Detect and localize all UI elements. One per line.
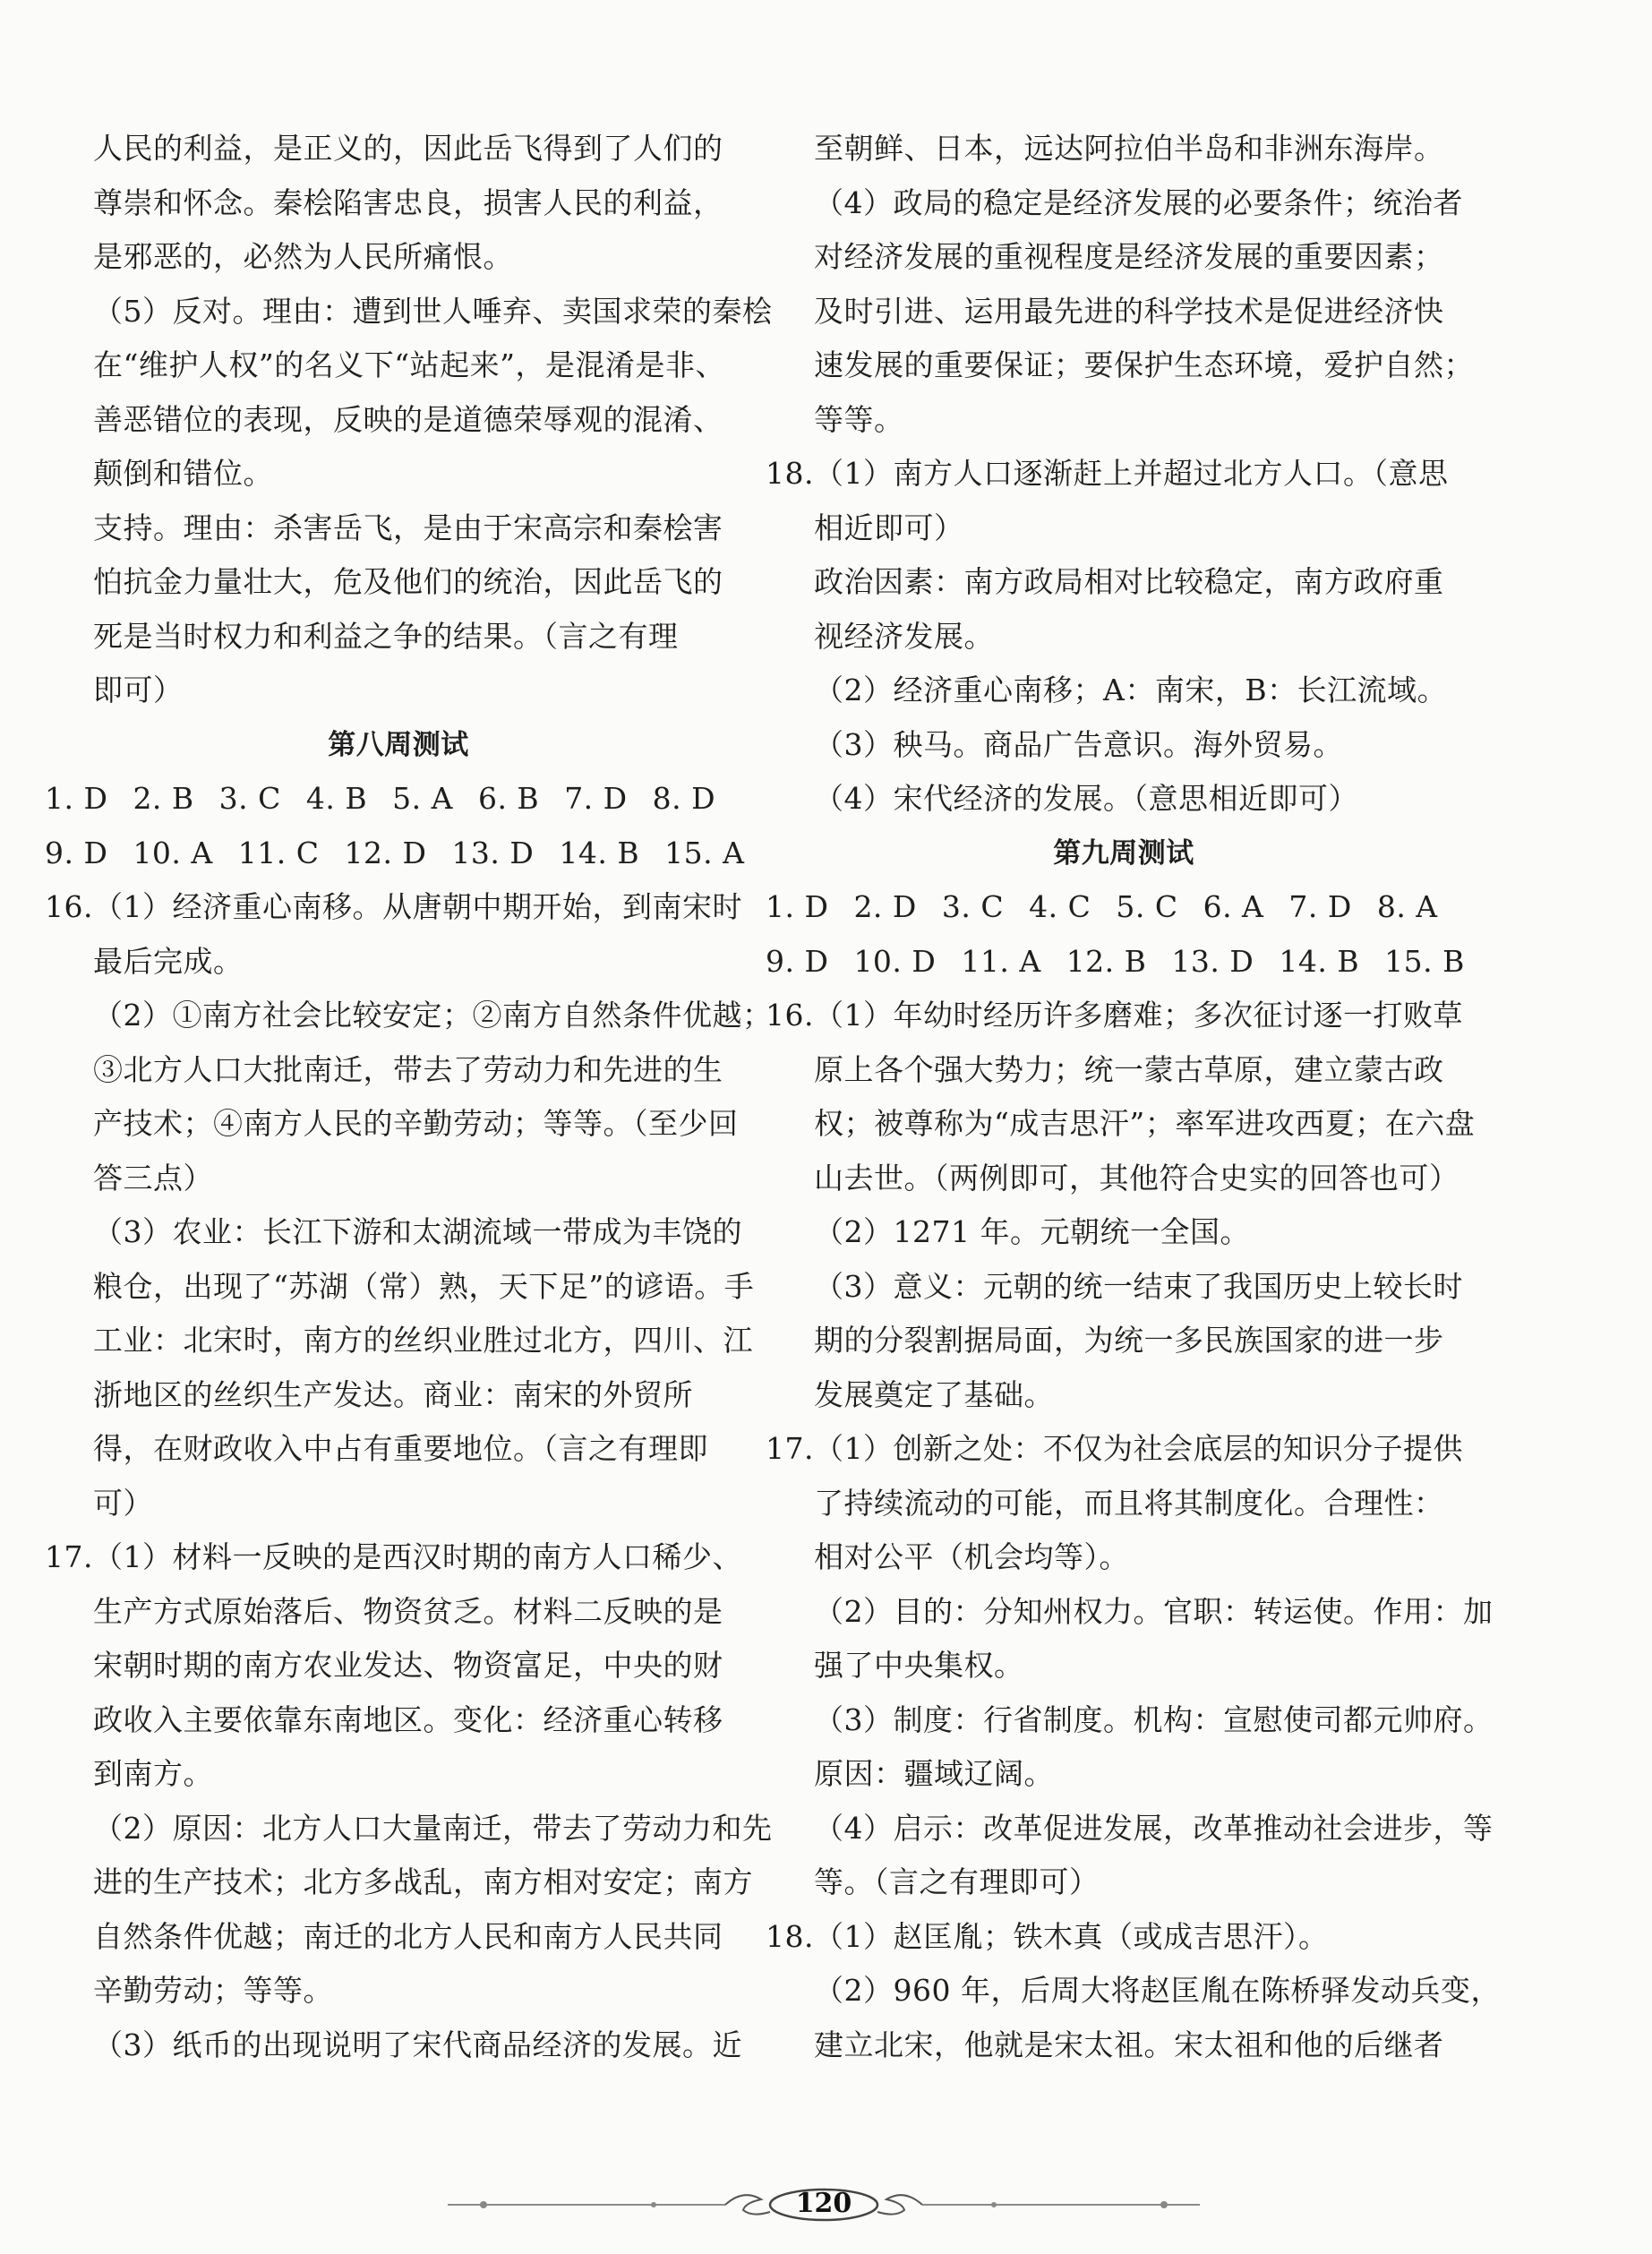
text-line: 最后完成。 [93,943,244,979]
text-line: 浙地区的丝织生产发达。商业：南宋的外贸所 [93,1376,693,1412]
text-line: 了持续流动的可能，而且将其制度化。合理性： [814,1485,1444,1521]
answer-item: 15. B [1384,943,1465,979]
text-line: 颠倒和错位。 [93,456,273,491]
section-title: 第八周测试 [328,728,469,761]
text-line: 等等。 [814,401,904,437]
right-column [766,122,1501,2072]
text-line: 速发展的重要保证；要保护生态环境，爱护自然； [814,347,1474,382]
answer-item: 11. A [961,943,1041,979]
text-line: 政收入主要依靠东南地区。变化：经济重心转移 [93,1701,723,1737]
text-line: （4）政局的稳定是经济发展的必要条件；统治者 [814,184,1463,220]
page-number: 120 [795,2188,852,2219]
text-line: 支持。理由：杀害岳飞，是由于宋高宗和秦桧害 [93,510,723,545]
text-line: 即可） [93,673,184,707]
text-line: 怕抗金力量壮大，危及他们的统治，因此岳飞的 [93,564,723,599]
answer-item: 2. D [853,889,917,924]
answer-item: 2. B [133,781,194,816]
answer-item: 8. A [1376,889,1438,924]
text-line: 生产方式原始落后、物资贫乏。材料二反映的是 [93,1593,723,1629]
text-line: 原因：疆域辽阔。 [814,1756,1054,1791]
answer-item: 3. C [941,889,1005,924]
text-line: （3）纸币的出现说明了宋代商品经济的发展。近 [93,2027,742,2062]
text-line: （2）①南方社会比较安定；②南方自然条件优越； [93,998,773,1033]
text-line: 原上各个强大势力；统一蒙古草原，建立蒙古政 [814,1051,1444,1087]
text-line: 产技术；④南方人民的辛勤劳动；等等。（至少回 [93,1106,739,1141]
answer-item: 9. D [45,835,108,870]
text-line: （4）宋代经济的发展。（意思相近即可） [814,781,1358,816]
text-line: （3）秧马。商品广告意识。海外贸易。 [814,726,1343,762]
text-line: 答三点） [93,1160,213,1196]
text-line: 及时引进、运用最先进的科学技术是促进经济快 [814,293,1444,329]
answer-item: 4. B [305,781,368,816]
question-line: 17.（1）材料一反映的是西汉时期的南方人口稀少、 [45,1539,742,1574]
text-line: （3）制度：行省制度。机构：宣慰使司都元帅府。 [814,1701,1494,1737]
text-line: 山去世。（两例即可，其他符合史实的回答也可） [814,1160,1459,1196]
text-line: （3）意义：元朝的统一结束了我国历史上较长时 [814,1268,1463,1304]
text-line: 相对公平（机会均等）。 [814,1539,1129,1574]
text-line: （2）1271 年。元朝统一全国。 [814,1214,1250,1249]
answer-item: 7. D [1288,889,1352,924]
text-line: 人民的利益，是正义的，因此岳飞得到了人们的 [93,131,723,166]
text-line: （2）960 年，后周大将赵匡胤在陈桥驿发动兵变， [814,1973,1501,2008]
text-line: （2）经济重心南移；A：南宋，B：长江流域。 [814,673,1448,707]
answer-item: 11. C [237,835,320,870]
text-line: 尊崇和怀念。秦桧陷害忠良，损害人民的利益， [93,184,723,220]
text-line: 建立北宋，他就是宋太祖。宋太祖和他的后继者 [814,2027,1444,2062]
text-line: 死是当时权力和利益之争的结果。（言之有理 [93,618,679,654]
text-line: （3）农业：长江下游和太湖流域一带成为丰饶的 [93,1214,742,1249]
answer-item: 12. B [1066,943,1147,979]
text-line: 工业：北宋时，南方的丝织业胜过北方，四川、江 [93,1323,753,1358]
text-line: 自然条件优越；南迁的北方人民和南方人民共同 [93,1918,723,1954]
question-line: 16.（1）经济重心南移。从唐朝中期开始，到南宋时 [45,889,742,924]
page-footer [430,2182,1218,2227]
text-line: 宋朝时期的南方农业发达、物资富足，中央的财 [93,1648,723,1683]
answer-item: 8. D [652,781,716,816]
text-line: 至朝鲜、日本，远达阿拉伯半岛和非洲东海岸。 [814,131,1444,166]
text-line: 政治因素：南方政局相对比较稳定，南方政府重 [814,564,1444,599]
answer-row [45,772,752,827]
text-line: 视经济发展。 [814,618,994,654]
answer-item: 14. B [559,835,640,870]
answer-item: 15. A [664,835,745,870]
question-line: 17.（1）创新之处：不仅为社会底层的知识分子提供 [766,1431,1463,1466]
text-line: 粮仓，出现了“苏湖（常）熟，天下足”的谚语。手 [93,1268,755,1304]
answer-item: 13. D [1171,943,1254,979]
text-line: 是邪恶的，必然为人民所痛恨。 [93,239,513,274]
text-line: （4）启示：改革促进发展，改革推动社会进步，等 [814,1810,1494,1846]
answer-item: 10. D [853,943,937,979]
left-column [45,122,773,2072]
text-line: 辛勤劳动；等等。 [93,1973,333,2008]
answer-row [766,880,1482,935]
text-line: 到南方。 [93,1756,213,1791]
answer-item: 3. C [218,781,281,816]
answer-item: 14. B [1279,943,1360,979]
text-line: 等。（言之有理即可） [814,1864,1100,1899]
text-line: 进的生产技术；北方多战乱，南方相对安定；南方 [93,1864,753,1899]
answer-row [766,935,1482,990]
text-line: ③北方人口大批南迁，带去了劳动力和先进的生 [93,1051,723,1087]
answer-item: 12. D [344,835,427,870]
text-line: 可） [93,1485,153,1521]
text-line: 对经济发展的重视程度是经济发展的重要因素； [814,239,1444,274]
answer-item: 4. C [1029,889,1091,924]
text-line: 发展奠定了基础。 [814,1376,1054,1412]
text-line: 相近即可） [814,510,964,545]
question-line: 16.（1）年幼时经历许多磨难；多次征讨逐一打败草 [766,998,1463,1033]
text-line: （5）反对。理由：遭到世人唾弃、卖国求荣的秦桧 [93,293,773,329]
section-title: 第九周测试 [1053,836,1194,870]
text-line: 在“维护人权”的名义下“站起来”，是混淆是非、 [93,347,725,382]
answer-item: 7. D [564,781,628,816]
answer-row [45,827,752,881]
answer-item: 5. C [1116,889,1178,924]
answer-item: 1. D [45,781,108,816]
question-line: 18.（1）南方人口逐渐赶上并超过北方人口。（意思 [766,456,1449,491]
text-line: 强了中央集权。 [814,1648,1024,1683]
answer-item: 13. D [451,835,535,870]
text-line: （2）原因：北方人口大量南迁，带去了劳动力和先 [93,1810,773,1846]
answer-item: 10. A [133,835,213,870]
answer-item: 1. D [766,889,829,924]
answer-item: 9. D [766,943,829,979]
text-line: 善恶错位的表现，反映的是道德荣辱观的混淆、 [93,401,723,437]
answer-item: 5. A [392,781,453,816]
question-line: 18.（1）赵匡胤；铁木真（或成吉思汗）。 [766,1918,1329,1954]
answer-item: 6. B [477,781,540,816]
text-line: 权；被尊称为“成吉思汗”；率军进攻西夏；在六盘 [814,1106,1476,1141]
text-line: 得，在财政收入中占有重要地位。（言之有理即 [93,1431,708,1466]
answer-item: 6. A [1203,889,1264,924]
text-line: 期的分裂割据局面，为统一多民族国家的进一步 [814,1323,1444,1358]
text-line: （2）目的：分知州权力。官职：转运使。作用：加 [814,1593,1494,1629]
